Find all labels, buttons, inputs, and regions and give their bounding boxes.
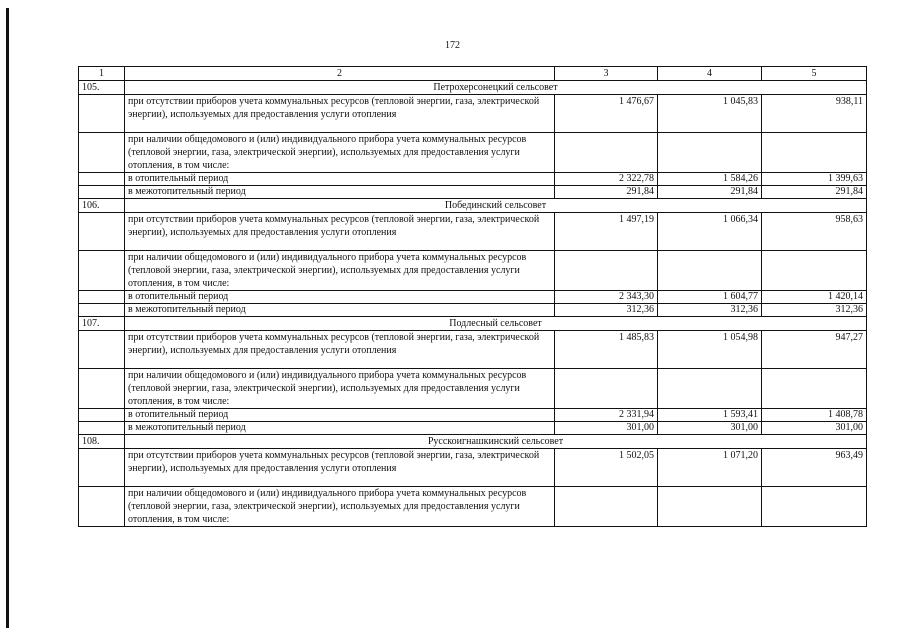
value-column-4	[658, 133, 762, 173]
row-description: при отсутствии приборов учета коммунальных ресурсов (тепловой энергии, газа, электрической энергии), используемых для предоставления услуги отопления	[125, 331, 555, 369]
row-description: при наличии общедомового и (или) индивидуального прибора учета коммунальных ресурсов (тепловой энергии, газа, электрической энергии), используемых для предоставления услуги отопления, в том числе:	[125, 487, 555, 527]
value-column-3: 1 502,05	[555, 449, 658, 487]
table-row	[79, 422, 867, 435]
section-index: 105.	[79, 81, 125, 95]
section-index: 107.	[79, 317, 125, 331]
index-cell	[79, 95, 125, 133]
index-cell	[79, 304, 125, 317]
table-row	[79, 487, 867, 527]
row-description: в межотопительный период	[125, 304, 555, 317]
value-column-4: 1 066,34	[658, 213, 762, 251]
column-number: 1	[79, 67, 125, 81]
value-column-4	[658, 369, 762, 409]
index-cell	[79, 487, 125, 527]
value-column-4: 1 071,20	[658, 449, 762, 487]
value-column-4: 1 584,26	[658, 173, 762, 186]
index-cell	[79, 331, 125, 369]
section-header-row	[79, 317, 867, 331]
row-description: при отсутствии приборов учета коммунальных ресурсов (тепловой энергии, газа, электрической энергии), используемых для предоставления услуги отопления	[125, 95, 555, 133]
value-column-3: 1 476,67	[555, 95, 658, 133]
value-column-5: 1 408,78	[762, 409, 867, 422]
index-cell	[79, 133, 125, 173]
section-title: Побединский сельсовет	[125, 199, 867, 213]
table-row	[79, 331, 867, 369]
value-column-3	[555, 487, 658, 527]
index-cell	[79, 173, 125, 186]
value-column-3: 1 497,19	[555, 213, 658, 251]
table-row	[79, 173, 867, 186]
index-cell	[79, 291, 125, 304]
section-header-row	[79, 435, 867, 449]
table-row	[79, 95, 867, 133]
value-column-4: 312,36	[658, 304, 762, 317]
value-column-5: 938,11	[762, 95, 867, 133]
table-row	[79, 304, 867, 317]
index-cell	[79, 369, 125, 409]
index-cell	[79, 213, 125, 251]
value-column-5: 958,63	[762, 213, 867, 251]
page-number: 172	[445, 40, 460, 51]
value-column-5	[762, 369, 867, 409]
column-number-row	[79, 67, 867, 81]
value-column-5: 1 399,63	[762, 173, 867, 186]
value-column-5: 947,27	[762, 331, 867, 369]
value-column-4: 1 045,83	[658, 95, 762, 133]
column-number: 4	[658, 67, 762, 81]
index-cell	[79, 251, 125, 291]
table-row	[79, 133, 867, 173]
value-column-3	[555, 133, 658, 173]
tariff-table	[78, 66, 867, 527]
section-index: 106.	[79, 199, 125, 213]
value-column-3: 1 485,83	[555, 331, 658, 369]
table-row	[79, 186, 867, 199]
table-row	[79, 251, 867, 291]
row-description: в отопительный период	[125, 291, 555, 304]
value-column-4: 1 054,98	[658, 331, 762, 369]
value-column-5: 291,84	[762, 186, 867, 199]
value-column-3: 301,00	[555, 422, 658, 435]
table-row	[79, 291, 867, 304]
value-column-5	[762, 251, 867, 291]
value-column-4: 301,00	[658, 422, 762, 435]
section-title: Петрохерсонецкий сельсовет	[125, 81, 867, 95]
value-column-5	[762, 487, 867, 527]
value-column-5: 963,49	[762, 449, 867, 487]
value-column-4	[658, 487, 762, 527]
column-number: 3	[555, 67, 658, 81]
column-number: 5	[762, 67, 867, 81]
row-description: при наличии общедомового и (или) индивидуального прибора учета коммунальных ресурсов (тепловой энергии, газа, электрической энергии), используемых для предоставления услуги отопления, в том числе:	[125, 133, 555, 173]
section-title: Подлесный сельсовет	[125, 317, 867, 331]
value-column-3	[555, 369, 658, 409]
value-column-3: 312,36	[555, 304, 658, 317]
value-column-4	[658, 251, 762, 291]
value-column-4: 1 593,41	[658, 409, 762, 422]
binding-margin-line	[6, 8, 9, 628]
row-description: в отопительный период	[125, 409, 555, 422]
section-title: Русскоигнашкинский сельсовет	[125, 435, 867, 449]
value-column-4: 291,84	[658, 186, 762, 199]
index-cell	[79, 409, 125, 422]
row-description: при отсутствии приборов учета коммунальных ресурсов (тепловой энергии, газа, электрической энергии), используемых для предоставления услуги отопления	[125, 213, 555, 251]
table-row	[79, 409, 867, 422]
column-number: 2	[125, 67, 555, 81]
value-column-3: 2 331,94	[555, 409, 658, 422]
row-description: в межотопительный период	[125, 186, 555, 199]
value-column-5	[762, 133, 867, 173]
value-column-5: 1 420,14	[762, 291, 867, 304]
value-column-3: 291,84	[555, 186, 658, 199]
row-description: при наличии общедомового и (или) индивидуального прибора учета коммунальных ресурсов (тепловой энергии, газа, электрической энергии), используемых для предоставления услуги отопления, в том числе:	[125, 251, 555, 291]
row-description: в межотопительный период	[125, 422, 555, 435]
table-row	[79, 213, 867, 251]
index-cell	[79, 449, 125, 487]
row-description: в отопительный период	[125, 173, 555, 186]
table-row	[79, 449, 867, 487]
index-cell	[79, 186, 125, 199]
section-header-row	[79, 81, 867, 95]
value-column-3: 2 343,30	[555, 291, 658, 304]
table-row	[79, 369, 867, 409]
index-cell	[79, 422, 125, 435]
value-column-5: 301,00	[762, 422, 867, 435]
value-column-3	[555, 251, 658, 291]
value-column-4: 1 604,77	[658, 291, 762, 304]
value-column-3: 2 322,78	[555, 173, 658, 186]
section-index: 108.	[79, 435, 125, 449]
row-description: при наличии общедомового и (или) индивидуального прибора учета коммунальных ресурсов (тепловой энергии, газа, электрической энергии), используемых для предоставления услуги отопления, в том числе:	[125, 369, 555, 409]
row-description: при отсутствии приборов учета коммунальных ресурсов (тепловой энергии, газа, электрической энергии), используемых для предоставления услуги отопления	[125, 449, 555, 487]
section-header-row	[79, 199, 867, 213]
value-column-5: 312,36	[762, 304, 867, 317]
